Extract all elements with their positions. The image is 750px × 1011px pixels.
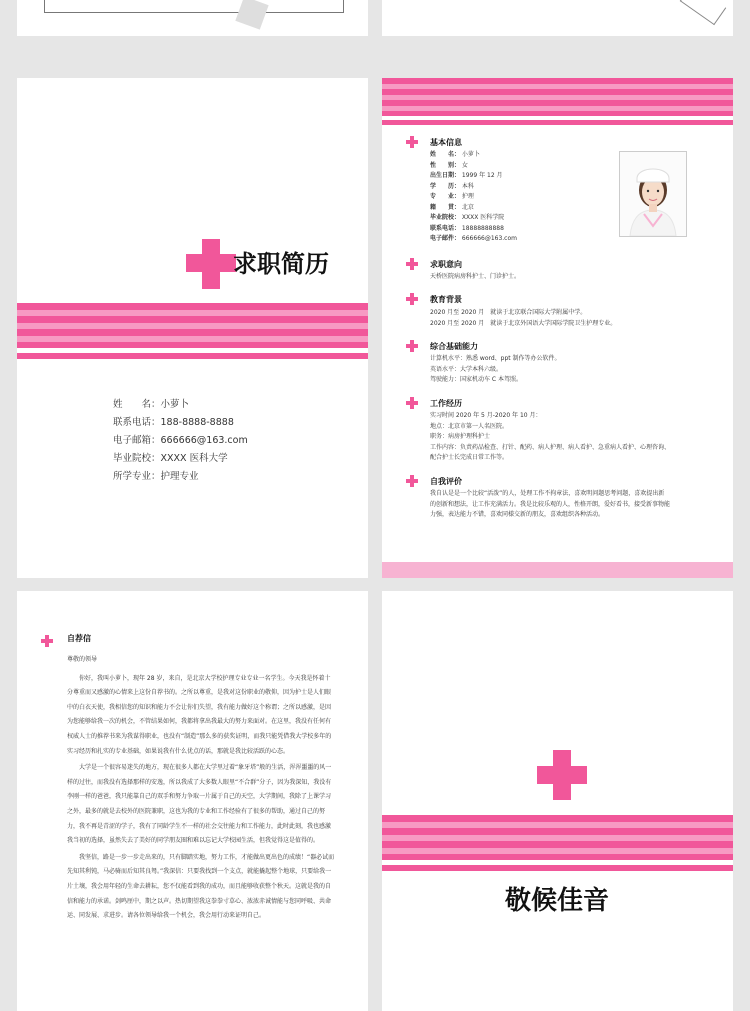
text-line: 英语水平：大学本科六级。 [430, 365, 503, 373]
pink-stripes [17, 303, 368, 359]
text-line: 工作内容：负责药品检查、打针、配药、病人护理、病人看护、急重病人看护、心理咨询、 [430, 443, 671, 451]
basic-info-row: 学 历： 本科 [430, 182, 474, 190]
cover-info-row: 所学专业：护理专业 [113, 471, 199, 482]
cross-icon [406, 258, 418, 270]
section-body [430, 354, 561, 386]
section-title: 自我评价 [430, 477, 462, 486]
section-body [430, 489, 670, 521]
cover-page [17, 78, 368, 578]
section-title: 求职意向 [430, 260, 462, 269]
cover-letter-page [17, 591, 368, 1011]
section-title: 工作经历 [430, 399, 462, 408]
cross-icon [406, 340, 418, 352]
nurse-photo-icon [620, 152, 686, 236]
resume-page [382, 78, 733, 578]
cover-info-list [113, 396, 248, 486]
cross-icon [406, 475, 418, 487]
text-line: 配合护士长完成日常工作等。 [430, 454, 509, 461]
text-line: 地点：北京市第一人名医院。 [430, 422, 509, 430]
basic-info-list [430, 150, 517, 245]
section-title: 基本信息 [430, 138, 462, 147]
section-body [430, 272, 520, 283]
cross-icon [41, 635, 53, 647]
letter-paragraph: 你好，我叫小萝卜，现年 28 岁，来自，是北京大学校护理专业专业一名学生。今天我是怀着十分尊重而又感激的心情来上这份自荐书的。之所以尊重，是我对这份职业的敬仰，因为护士是人们眼中的白衣天使，我相信您的知识和能力不会让你们失望，我有能力做好这个称谓；之所以感激，是因为您能够给我一次的机会，不管结果如何，我都将拿出我最大的努力来面对。在这里，我没有任何有权威人士的推荐书来为我谋得职业，也没有“制造”那么多的获奖证明，而我只能凭借我大学校多年的实习经历和扎实的专业基础，如果说我有什么优点的话，那就是我比较活跃的心态。 [67, 674, 332, 755]
text-line: 2020 月至 2020 月 就读于北京联合国际大学附属中学。 [430, 309, 587, 316]
text-line: 的创新和想法，让工作充满活力。我是比较乐观的人，性格开朗，爱好看书，接受新事物能 [430, 500, 671, 508]
cover-info-row: 毕业院校：XXXX 医科大学 [113, 453, 228, 464]
text-line: 力强，表达能力不错，喜欢同様交新的朋友，喜欢组织各种活动。 [430, 511, 605, 518]
pink-stripes [382, 815, 733, 871]
basic-info-row: 姓 名： 小萝卜 [430, 151, 480, 158]
section-title: 教育背景 [430, 295, 462, 304]
basic-info-row: 联系电话： 18888888888 [430, 224, 504, 232]
text-line: 职务：病房护理科护士 [430, 433, 491, 440]
text-line: 驾驶能力：国家机动车 C 本驾照。 [430, 376, 523, 383]
basic-info-row: 电子邮件： 666666@163.com [430, 235, 517, 242]
basic-info-row: 性 别： 女 [430, 161, 468, 169]
basic-info-row: 出生日期： 1999 年 12 月 [430, 172, 503, 179]
page-frame [44, 0, 344, 13]
text-line: 计算机水平：熟悉 word、ppt 制作等办公软件。 [430, 355, 561, 362]
closing-page [382, 591, 733, 1011]
text-line: 2020 月至 2020 月 就读于北京外国语大学国际学院卫生护理专业。 [430, 319, 617, 327]
text-line: 实习时间 2020 年 5 月-2020 年 10 月： [430, 412, 542, 419]
letter-paragraph: 大学是一个很容易迷失的地方，现在很多人都在大学里过着“象牙塔”般的生活，浑浑噩噩的风一样的过往，而我没有选择那样的安逸，所以我成了大多数人眼里“不合群”分子，因为我深知，我没有李刚一样的爸爸，我只能靠自己的双手和努力争取一片属于自己的天空，大学期间，我除了上课学习之外，最多的就是去校外的医院兼职，这也为我的专业和工作经验有了很多的帮助，通过自己的努力，我不再是青涩的学子，我有了同龄学生不一样的社会交往能力和工作能力，此时此刻，我也感激我当初的选择，虽然失去了美好的同学朋友圈和难以忘记大学校园生活，但我觉得这是值得的。 [67, 764, 332, 845]
section-body [430, 308, 616, 329]
cover-title: 求职简历 [233, 250, 329, 278]
cross-icon [406, 136, 418, 148]
prev-page-left [17, 0, 368, 36]
cover-info-row: 姓 名：小萝卜 [113, 399, 190, 410]
letter-greeting: 尊敬的领导 [67, 656, 98, 663]
profile-photo [619, 151, 687, 237]
basic-info-row: 毕业院校： XXXX 医科学院 [430, 214, 505, 221]
text-line: 我自认是是一个比较“活泼”的人，处理工作不拘章法，喜欢明问题思考问题，喜欢提出新 [430, 490, 665, 497]
pink-stripes-top [382, 78, 733, 124]
letter-title: 自荐信 [67, 634, 91, 643]
basic-info-row: 专 业： 护理 [430, 193, 474, 200]
cross-icon [406, 397, 418, 409]
section-title: 综合基础能力 [430, 342, 478, 351]
cover-info-row: 电子邮箱：666666@163.com [113, 435, 248, 446]
cover-info-row: 联系电话：188-8888-8888 [113, 417, 234, 428]
decorative-shape [235, 0, 268, 30]
closing-title: 敬候佳音 [505, 886, 610, 916]
decorative-shape [680, 0, 726, 25]
letter-paragraph: 我坚信，路是一步一步走出来的，只有脚踏实地，努力工作，才能做出更出色的成绩！“器必试而先知其利钝，马必骑而后知其良驽。”我深信：只要我找到一个支点，就能撬起整个地球，只要给我一片土壤，我会用年轻的生命去耕耘，您不仅能看到我的成功，而且能够收获整个秋天。这就是我的自信和能力的承诺。剑鸣厘中，期之以声。热切期望我这拳拳寸草心、浓浓赤诚情能与您同呼吸、共命运、同发展、求进步。请各位领导给我一个机会，我会用行动来证明自己。 [67, 853, 335, 920]
basic-info-row: 籍 贯： 北京 [430, 203, 474, 211]
prev-page-right [382, 0, 733, 36]
section-body [430, 411, 670, 464]
cross-icon [406, 293, 418, 305]
letter-body [67, 653, 335, 926]
pink-stripes-bottom [382, 562, 733, 578]
text-line: 天桥医院病房科护士、门诊护士。 [430, 273, 521, 280]
